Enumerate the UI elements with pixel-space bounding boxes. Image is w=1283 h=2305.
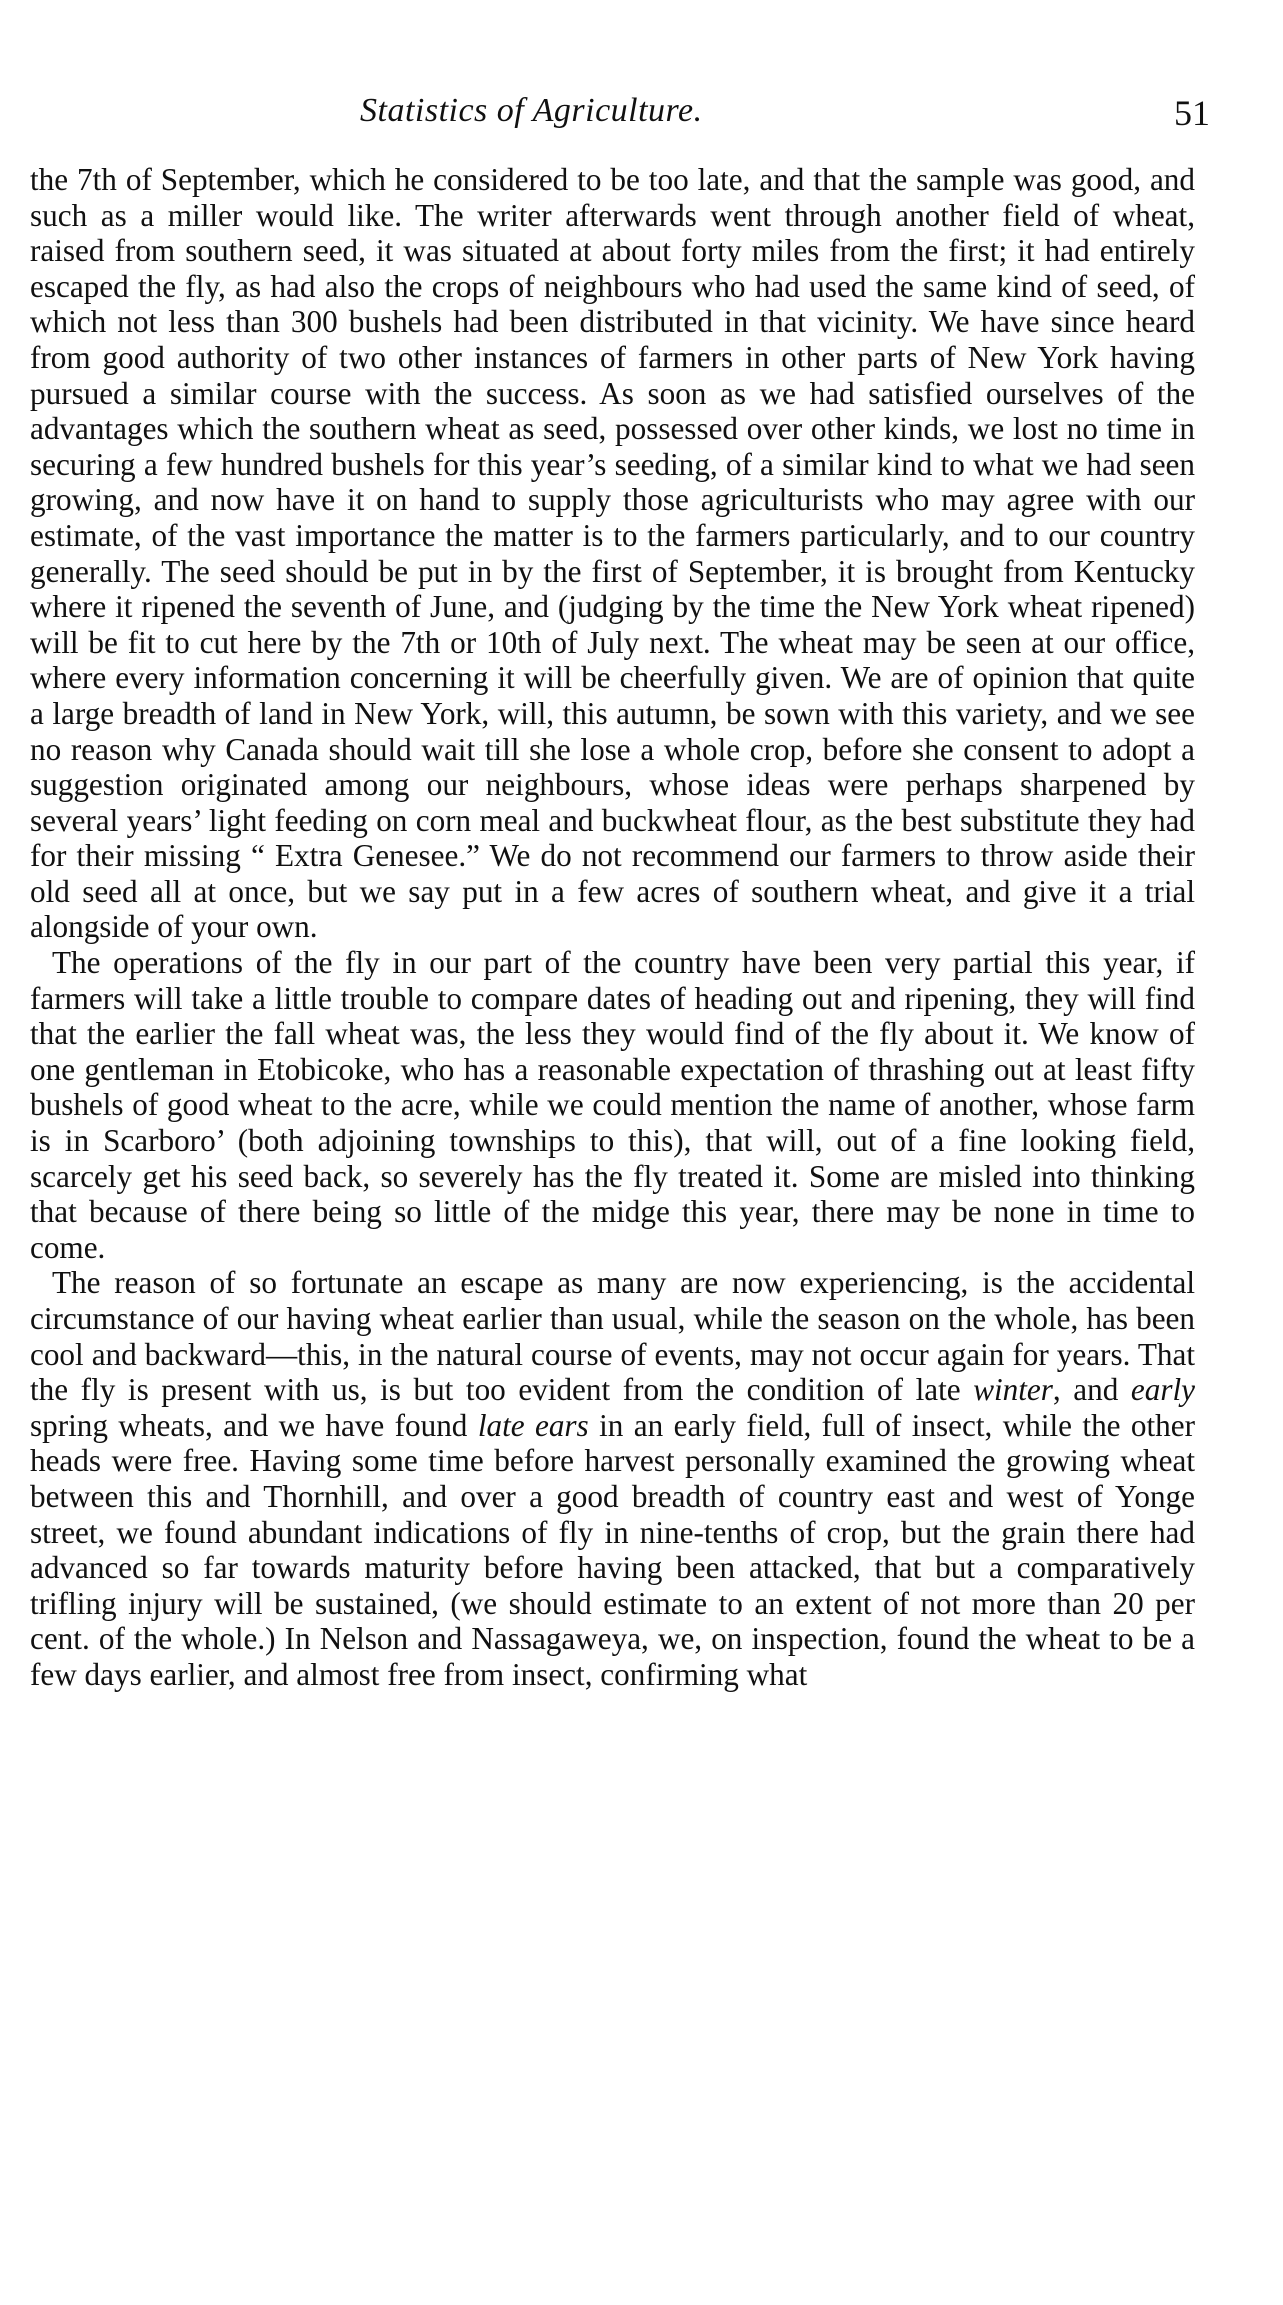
italic-early: early — [1130, 1372, 1195, 1408]
paragraph-3-text: , and — [1052, 1372, 1131, 1408]
paragraph-2: The operations of the fly in our part of the country have been very partial this year, if farmers will take a little trouble to compare dates of heading out and ripening, they will find that the earlier the fall wheat was, the less they would find of the fly about it. We know of one gentleman in Etobicoke, who has a reasonable expectation of thrashing out at least fifty bushels of good wheat to the acre, while we could mention the name of another, whose farm is in Scarboro’ (both adjoining townships to this), that will, out of a fine looking field, scarcely get his seed back, so severely has the fly treated it. Some are misled into thinking that because of there being so little of the midge this year, there may be none in time to come. — [30, 945, 1195, 1265]
paragraph-3-text: The reason of so fortunate an escape as many are now experiencing, is the accidental circumstance of our having wheat earlier than usual, while the season on the whole, has been cool and backward—this, in the natural course of events, may not occur again for years. That the fly is present with us, is but too evident from the condition of late — [30, 1265, 1195, 1408]
paragraph-3-text: in an early field, full of insect, while the other heads were free. Having some time before harvest personally examined the growing wheat between this and Thornhill, and over a good breadth of country east and west of Yonge street, we found abundant indications of fly in nine-tenths of crop, but the grain there had advanced so far towards maturity before having been attacked, that but a comparatively trifling injury will be sustained, (we should estimate to an extent of not more than 20 per cent. of the whole.) In Nelson and Nassagaweya, we, on inspection, found the wheat to be a few days earlier, and almost free from insect, confirming what — [30, 1407, 1195, 1692]
paragraph-1: the 7th of September, which he considered to be too late, and that the sample was good, and such as a miller would like. The writer afterwards went through another field of wheat, raised from southern seed, it was situated at about forty miles from the first; it had entirely escaped the fly, as had also the crops of neighbours who had used the same kind of seed, of which not less than 300 bushels had been distributed in that vicinity. We have since heard from good authority of two other instances of farmers in other parts of New York having pursued a similar course with the success. As soon as we had satisfied ourselves of the advantages which the southern wheat as seed, possessed over other kinds, we lost no time in securing a few hundred bushels for this year’s seeding, of a similar kind to what we had seen growing, and now have it on hand to supply those agriculturists who may agree with our estimate, of the vast importance the matter is to the farmers particularly, and to our country generally. The seed should be put in by the first of September, it is brought from Kentucky where it ripened the seventh of June, and (judging by the time the New York wheat ripened) will be fit to cut here by the 7th or 10th of July next. The wheat may be seen at our office, where every information concerning it will be cheerfully given. We are of opinion that quite a large breadth of land in New York, will, this autumn, be sown with this variety, and we see no reason why Canada should wait till she lose a whole crop, before she consent to adopt a suggestion originated among our neighbours, whose ideas were perhaps sharpened by several years’ light feeding on corn meal and buckwheat flour, as the best substitute they had for their missing “ Extra Genesee.” We do not recommend our farmers to throw aside their old seed all at once, but we say put in a few acres of southern wheat, and give it a trial alongside of your own. — [30, 162, 1195, 945]
italic-winter: winter — [973, 1372, 1053, 1408]
page-number: 51 — [1174, 93, 1210, 133]
body-text — [30, 162, 1195, 1693]
paragraph-3 — [30, 1265, 1195, 1692]
paragraph-3-text: spring wheats, and we have found — [30, 1407, 478, 1443]
italic-late-ears: late ears — [477, 1407, 589, 1443]
running-title: Statistics of Agriculture. — [360, 92, 703, 129]
page-header — [360, 92, 1210, 140]
